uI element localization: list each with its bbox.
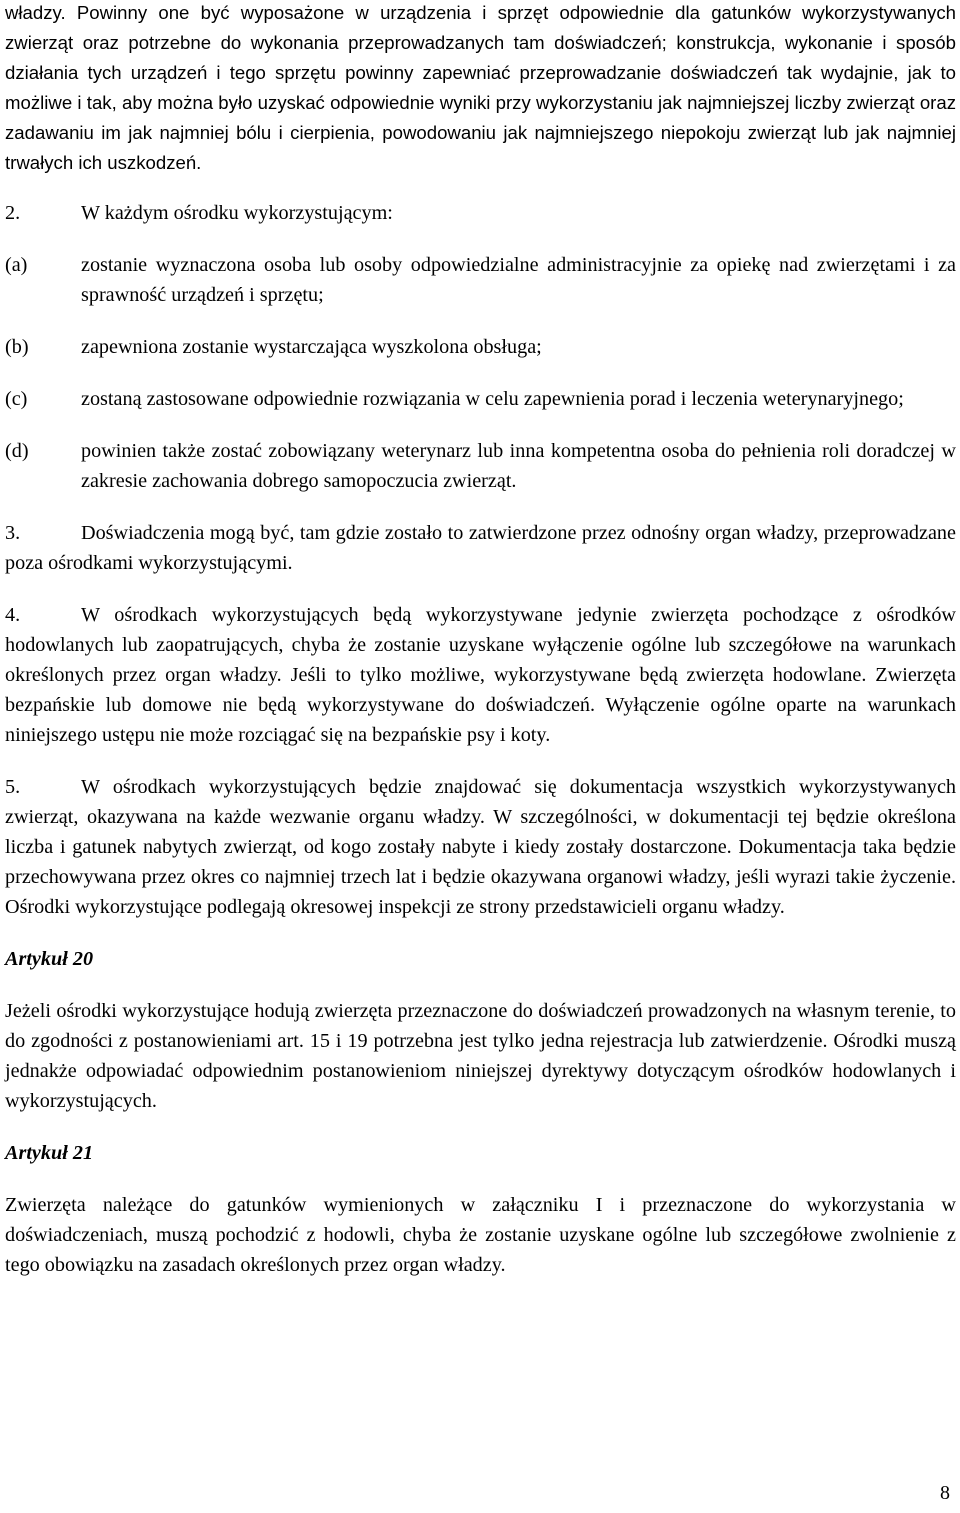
list-label: (c) [5,388,28,410]
list-item-d [5,436,956,496]
section-4 [5,600,956,750]
section-5 [5,772,956,922]
article-21-text: Zwierzęta należące do gatunków wymienionych w załączniku I i przeznaczone do wykorzystania w doświadczeniach, muszą pochodzić z hodowli, chyba że zostanie uzyskane ogólne lub szczegółowe zwolnienie z tego obowiązku na zasadach określonych przez organ władzy. [5,1194,956,1276]
section-2 [5,198,956,228]
section-2-text: W każdym ośrodku wykorzystującym: [81,202,393,224]
intro-paragraph: władzy. Powinny one być wyposażone w urządzenia i sprzęt odpowiednie dla gatunków wykorzystywanych zwierząt oraz potrzebne do wykonania przeprowadzanych tam doświadczeń; konstrukcja, wykonanie i sposób działania tych urządzeń i tego sprzętu powinny zapewniać przeprowadzanie doświadczeń tak wydajnie, jak to możliwe i tak, aby można było uzyskać odpowiednie wyniki przy wykorzystaniu jak najmniejszej liczby zwierząt oraz zadawaniu im jak najmniej bólu i cierpienia, powodowaniu jak najmniejszego niepokoju zwierząt lub jak najmniej trwałych ich uszkodzeń. [5,2,956,173]
article-20-heading: Artykuł 20 [5,948,94,970]
list-text: powinien także zostać zobowiązany weterynarz lub inna kompetentna osoba do pełnienia roli doradczej w zakresie zachowania dobrego samopoczucia zwierząt. [81,440,956,492]
article-21-heading: Artykuł 21 [5,1142,94,1164]
section-4-text: W ośrodkach wykorzystujących będą wykorzystywane jedynie zwierzęta pochodzące z ośrodków hodowlanych lub zaopatrujących, chyba że zostanie uzyskane wyłączenie ogólne lub szczegółowe na warunkach określonych przez organ władzy. Jeśli to tylko możliwe, wykorzystywane będą zwierzęta hodowlane. Zwierzęta bezpańskie lub domowe nie będą wykorzystywane do doświadczeń. Wyłączenie ogólne oparte na warunkach niniejszego ustępu nie może rozciągać się na bezpańskie psy i koty. [5,604,956,746]
section-5-text: W ośrodkach wykorzystujących będzie znajdować się dokumentacja wszystkich wykorzystywanych zwierząt, okazywana na każde wezwanie organu władzy. W szczególności, w dokumentacji tej będzie określona liczba i gatunek nabytych zwierząt, od kogo zostały nabyte i kiedy zostały dostarczone. Dokumentacja taka będzie przechowywana przez okres co najmniej trzech lat i będzie okazywana organowi władzy, jeśli wyrazi takie życzenie. Ośrodki wykorzystujące podlegają okresowej inspekcji ze strony przedstawicieli organu władzy. [5,776,956,918]
page-number: 8 [940,1482,950,1504]
section-number: 4. [5,604,21,626]
list-item-c [5,384,956,414]
section-number: 3. [5,522,21,544]
list-item-b [5,332,956,362]
document-page [5,0,956,1280]
section-3-text: Doświadczenia mogą być, tam gdzie zostało to zatwierdzone przez odnośny organ władzy, przeprowadzane poza ośrodkami wykorzystującymi. [5,522,956,574]
article-20-text: Jeżeli ośrodki wykorzystujące hodują zwierzęta przeznaczone do doświadczeń prowadzonych na własnym terenie, to do zgodności z postanowieniami art. 15 i 19 potrzebna jest tylko jedna rejestracja lub zatwierdzenie. Ośrodki muszą jednakże odpowiadać odpowiednim postanowieniom niniejszej dyrektywy dotyczącym ośrodków hodowlanych i wykorzystujących. [5,1000,956,1112]
list-label: (a) [5,254,28,276]
section-3 [5,518,956,578]
section-number: 5. [5,776,21,798]
list-item-a [5,250,956,310]
list-text: zapewniona zostanie wystarczająca wyszkolona obsługa; [81,336,542,358]
list-label: (d) [5,440,29,462]
list-label: (b) [5,336,29,358]
list-text: zostaną zastosowane odpowiednie rozwiązania w celu zapewnienia porad i leczenia weterynaryjnego; [81,388,904,410]
list-text: zostanie wyznaczona osoba lub osoby odpowiedzialne administracyjnie za opiekę nad zwierzętami i za sprawność urządzeń i sprzętu; [81,254,956,306]
section-number: 2. [5,202,21,224]
